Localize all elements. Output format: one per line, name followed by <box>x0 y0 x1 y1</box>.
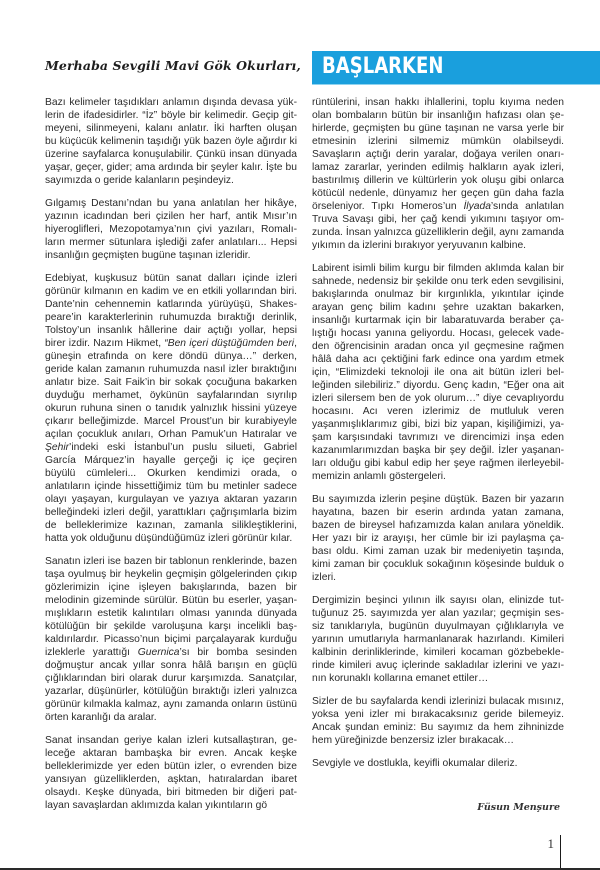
paragraph: Labirent isimli bilim kurgu bir filmden aklımda kalan bir sahnede, nedensiz bir şekilde onu terk eden sevgilisini, bakışlarında onulmaz bir kırgınlıkla, yıkıntılar içinde arayan genç bilim kadını şehre uzaktan bakarken, insanlığı kurtarmak için bir labaratuvarda beraber çalıştığı hocası yanına geliyordu. Hocası, gelecek vadeden öğrencisinin aradan onca yıl geçmesine rağmen hâlâ daha acı çektiğini fark edince ona yardım etmek için, “Elimizdeki teknoloji ile ona ait bütün izleri belleğinden silebiliriz.” diyordu. Genç kadın, “Eğer ona ait izleri silersem ben de yok olurum…” diye cevaplıyordu hocasını. Acı veren izlerimiz de mutluluk veren yaşanmışlıklarımız gibi, bizi biz yapan, kişiliğimizi, yaşam karşısındaki tavrımızı ve direncimizi inşa eden kazanımlarımızdan başka bir şey değil. İzler yaşananları olduğu gibi kabul edip her şeye rağmen ilerleyebilmemizin anlamlı göstergeleri. <box>312 263 564 482</box>
page-number: 1 <box>547 836 554 851</box>
paragraph: Sanat insandan geriye kalan izleri kutsallaştıran, geleceğe aktaran bambaşka bir evren. Ancak keşke belleklerimizde yer eden bütün izler, o evrenden bize yansıyan güzelliklerden, aşktan, hatıralardan ibaret olsaydı. Keşke dünyada, biri bitmeden bir diğeri patlayan savaşlardan aklımızda kalan yıkıntıların gö <box>45 735 297 811</box>
quote-italic: “Ben içeri düştüğümden beri <box>164 338 295 349</box>
paragraph: Sizler de bu sayfalarda kendi izlerinizi bulacak mısınız, yoksa yeni izler mi bırakacaksınız geride bilemeyiz. Ancak şundan eminiz: Bu sayımız da hem zihninizde hem yüreğinizde benzersiz izler bırakacak… <box>312 696 564 746</box>
left-column <box>45 96 297 812</box>
paragraph-text: ’sı bir bomba sesinden doğmuştur ancak yıllar sonra hâlâ barışın en güçlü çığlıklarından biri olarak durur karşımızda. Sanatçılar, yazarlar, düşünürler, kötülüğün bıraktığı izleri yalnızca görünür kılmakla kalmaz, aynı zamanda onların üstünü örten karanlığı da aralar. <box>45 647 298 723</box>
paragraph-text: ’sında anlatılan Truva Savaşı gibi, her çağ kendi yıkımını taşıyor omzunda. İnsan yalnızca güzelliklerin değil, aynı zamanda yıkımın da izlerini bırakıyor yeryuvanın kalbine. <box>312 201 564 251</box>
page-number-rule <box>560 835 561 869</box>
paragraph: Bazı kelimeler taşıdıkları anlamın dışında devasa yüklerin de ifadesidirler. “İz” böyle bir kelimedir. Geçip gitmeyeni, silinmeyeni, kalanı anlatır. İki harften oluşan bu küçücük kelimenin taşıdığı yük bazen öyle ağırdır ki üzerine sayfalarca konuşulabilir. Çünkü insan dünyada yaşar, geçer, gider; ama ardında bir şeyler kalır. İşte bu sayımızda o geride kalanların peşindeyiz. <box>45 97 297 186</box>
paragraph: Gılgamış Destanı’ndan bu yana anlatılan her hikâye, yazının icadından beri çizilen her harf, antik Mısır’ın hiyeroglifleri, Mezopotamya’nın çivi yazıları, Romalıların mermer sütunlara işlediği zafer anlatıları... Hepsi insanlığın geçmişten bugüne taşınan izleridir. <box>45 198 297 261</box>
paragraph <box>45 555 297 724</box>
paragraph-text: Sanatın izleri ise bazen bir tablonun renklerinde, bazen taşa oyulmuş bir heykelin geçmişin gölgelerinden çıkıp gözlerimizin içine işleyen bakışlarında, bazen bir melodinin gizeminde sürülür. Bütün bu eserler, yaşanmışlıkların estetik kalıntıları olması yanında dünyada kötülüğün bir şekilde varoluşuna karşı incelikli başkaldırılardır. Picasso’nun biçimi parçalayarak kurduğu izleklerle yarattığı <box>45 556 297 658</box>
paragraph: Bu sayımızda izlerin peşine düştük. Bazen bir yazarın hayatına, bazen bir eserin ardında yatan zamana, bazen de bireysel hafızamızda kalan anılara yöneldik. Her yazı bir iz arayışı, her cümle bir izi paylaşma çabası oldu. Kimi zaman uzak bir medeniyetin taşında, kimi zaman bir çocukluk sokağının köşesinde bulduk o izleri. <box>312 494 564 583</box>
paragraph-text: Edebiyat, kuşkusuz bütün sanat dalları içinde izleri görünür kılmanın en kadim ve en etkili yollarından biri. Dante’nin cehennemin katlarında yürüyüşü, Shakespeare’in karakterlerinin ruhumuzda bıraktığı derinlik, Tolstoy’un insanlık hâllerine dair açtığı yollar, hepsi birer izdir. Nazım Hikmet, <box>45 273 297 349</box>
author-signature: Füsun Menşure <box>477 802 560 813</box>
section-banner <box>312 51 600 85</box>
greeting-heading: Merhaba Sevgili Mavi Gök Okurları, <box>45 58 301 73</box>
book-title-italic: İlyada <box>463 201 491 212</box>
paragraph-text: , güneşin etrafında on kere döndü dünya…” derken, geride kalan zamanın ruhumuzda nasıl izler bıraktığını anlatır bize. Sait Faik’in bir sokak çocuğuna bakarken duyduğu merhamet, öykünün sayfalarından sıyrılıp okurun ruhuna sinen o tanıdık yalnızlık hissini yüzeye çıkarır belleğimizde. Marcel Proust’un bir kurabiyeyle açılan çocukluk anıları, Orhan Pamuk’un Hatıralar ve <box>45 338 297 440</box>
paragraph-text: ’indeki eski İstanbul’un puslu silueti, Gabriel García Márquez’in hayalle gerçeği iç içe geçiren büyülü cümleleri... Okurken kendimizi orada, o anlatıların içinde hissettiğimiz tüm bu metinler sadece olayı yaşayan, kurgulayan ve yazıya aktaran yazarın belleğindeki izleri değil, yarattıkları çağrışımlarla bizim de belleklerimize kazınan, zamanla silikleştiklerini, hatta yok olduğunu düşündüğümüz izleri görünür kılar. <box>45 442 297 544</box>
book-title-italic: Şehir <box>45 442 70 453</box>
paragraph: Dergimizin beşinci yılının ilk sayısı olan, elinizde tuttuğunuz 25. sayımızda yer alan yazılar; geçmişin sessiz tanıklarıyla, bugünün duyulmayan çığlıklarıyla ve yarının umutlarıyla harmanlanarak hazırlandı. Kimileri kalbinin derinliklerinde, kimileri kocaman gözbebeklerinde kimileri avuç içlerinde sakladılar izlerini ve yazının korunaklı kollarına emanet ettiler… <box>312 595 564 684</box>
artwork-title-italic: Guernica <box>137 647 180 658</box>
closing-line: Sevgiyle ve dostlukla, keyifli okumalar dileriz. <box>312 758 518 769</box>
paragraph-text: rüntülerini, insan hakkı ihlallerini, toplu kıyıma neden olan bombaların bütün bir insanlığın hafızası olan şehirlerde, geçmişten bu güne taşınan ne varsa yerle bir etmesinin izlerini silmemiz mümkün olabilseydi. Savaşların açtığı derin yaralar, doğaya verilen onarılamaz zararlar, yerinden edilmiş halkların ayak izleri, bastırılmış dillerin ve kültürlerin yok oluşu gibi onlarca kötücül nedenle, dünyamız her geçen gün daha fazla örseleniyor. Tıpkı Homeros’un <box>312 97 564 212</box>
banner-title: BAŞLARKEN <box>322 54 444 79</box>
paragraph <box>312 96 564 252</box>
paragraph <box>45 272 297 545</box>
right-column <box>312 96 564 780</box>
